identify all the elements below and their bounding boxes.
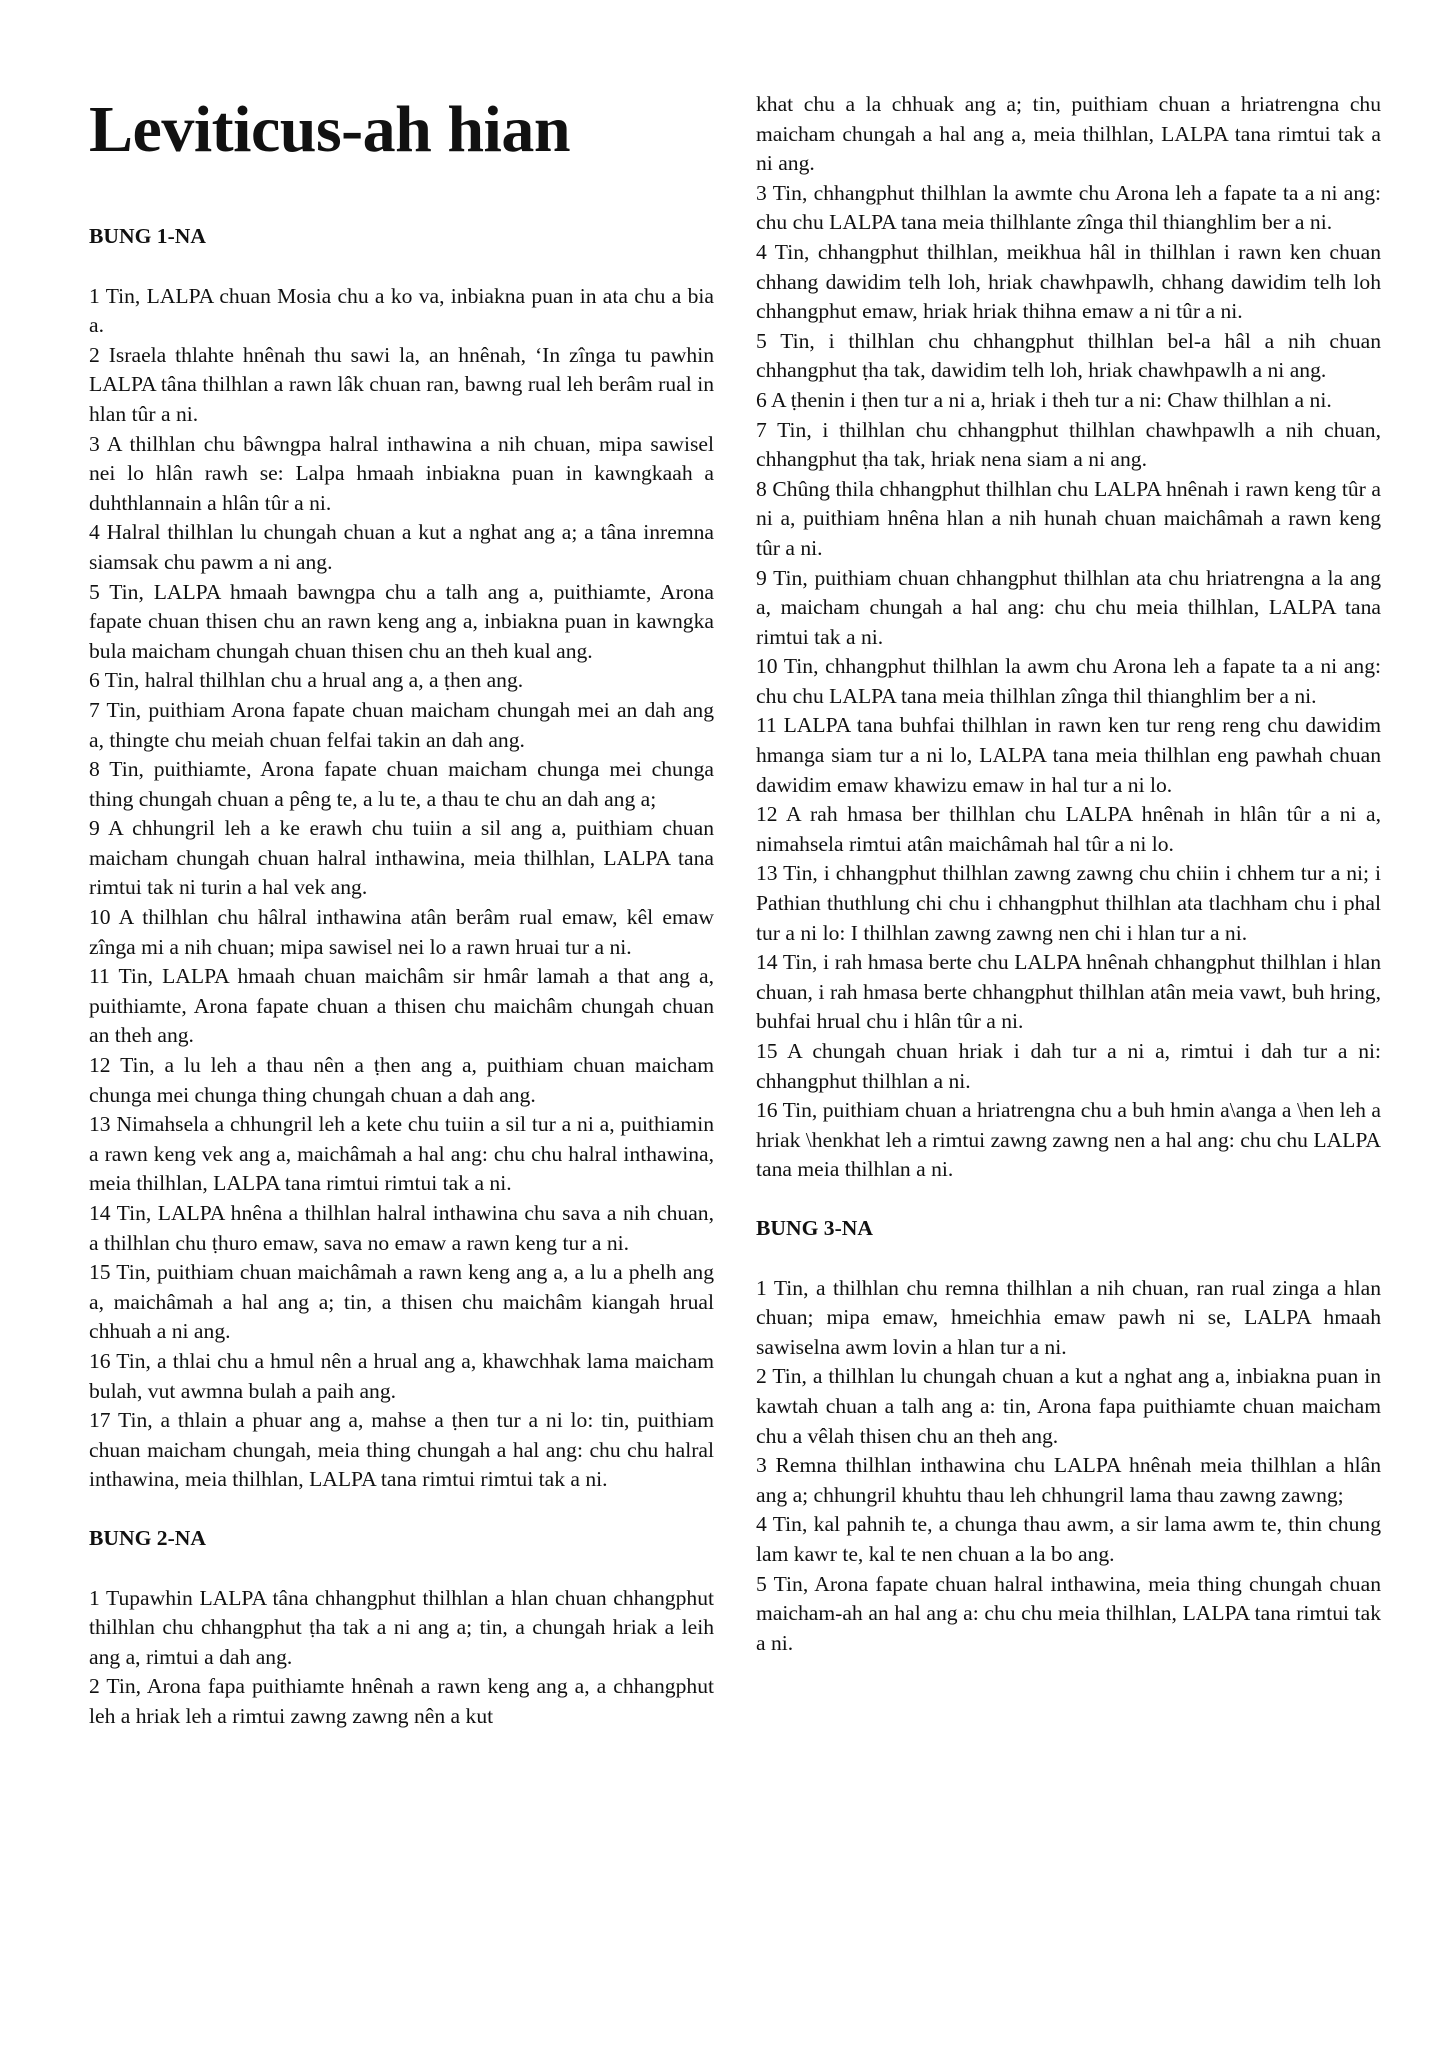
chapter-heading-2: BUNG 2-NA — [89, 1525, 206, 1550]
verse: 6 Tin, halral thilhlan chu a hrual ang a, a ṭhen ang. — [89, 668, 524, 693]
verse: 10 Tin, chhangphut thilhlan la awm chu Arona leh a fapate ta a ni ang: chu chu LALPA tana meia thilhlan zînga thil thianghlim ber a ni. — [756, 654, 1381, 708]
verse: 5 Tin, LALPA hmaah bawngpa chu a talh ang a, puithiamte, Arona fapate chuan thisen chu an rawn keng ang a, inbiakna puan in kawngka bula maicham chungah chuan thisen chu an theh kual ang. — [89, 579, 714, 663]
verse: 3 Remna thilhlan inthawina chu LALPA hnênah meia thilhlan a hlân ang a; chhungril khuhtu thau leh chhungril lama thau zawng zawng; — [756, 1453, 1381, 1507]
verse: 17 Tin, a thlain a phuar ang a, mahse a ṭhen tur a ni lo: tin, puithiam chuan maicham chungah, meia thing chungah a hal ang: chu chu halral inthawina, meia thilhlan, LALPA tana rimtui rimtui tak a ni. — [89, 1408, 714, 1492]
verse: 4 Halral thilhlan lu chungah chuan a kut a nghat ang a; a tâna inremna siamsak chu pawm a ni ang. — [89, 520, 714, 574]
verse: 1 Tin, a thilhlan chu remna thilhlan a nih chuan, ran rual zinga a hlan chuan; mipa emaw, hmeichhia emaw pawh ni se, LALPA hmaah sawiselna awm lovin a hlan tur a ni. — [756, 1275, 1381, 1359]
verse: 5 Tin, Arona fapate chuan halral inthawina, meia thing chungah chuan maicham-ah an hal ang a: chu chu meia thilhlan, LALPA tana rimtui tak a ni. — [756, 1571, 1381, 1655]
verse: 13 Nimahsela a chhungril leh a kete chu tuiin a sil tur a ni a, puithiamin a rawn keng vek ang a, maichâmah a hal ang: chu chu halral inthawina, meia thilhlan, LALPA tana rimtui rimtui tak a ni. — [89, 1112, 714, 1196]
verse: 1 Tupawhin LALPA tâna chhangphut thilhlan a hlan chuan chhangphut thilhlan chu chhangphut ṭha tak a ni ang a; tin, a chungah hriak a leih ang a, rimtui a dah ang. — [89, 1585, 714, 1669]
verse: 10 A thilhlan chu hâlral inthawina atân berâm rual emaw, kêl emaw zînga mi a nih chuan; mipa sawisel nei lo a rawn hruai tur a ni. — [89, 905, 714, 959]
chapter-heading-1: BUNG 1-NA — [89, 224, 206, 248]
verse: 16 Tin, puithiam chuan a hriatrengna chu a buh hmin a\anga a \hen leh a hriak \henkhat leh a rimtui zawng zawng nen a hal ang: chu chu LALPA tana meia thilhlan a ni. — [756, 1098, 1381, 1182]
chapter-spacer — [756, 1185, 1381, 1214]
verse: 15 Tin, puithiam chuan maichâmah a rawn keng ang a, a lu a phelh ang a, maichâmah a hal ang a; tin, a thisen chu maichâm kiangah hrual chhuah a ni ang. — [89, 1260, 714, 1344]
page-title: Leviticus-ah hian — [89, 93, 571, 166]
chapter-spacer — [89, 1495, 714, 1524]
verse: 11 LALPA tana buhfai thilhlan in rawn ken tur reng reng chu dawidim hmanga siam tur a ni lo, LALPA tana meia thilhlan eng pawhah chuan dawidim emaw khawizu emaw in hal tur a ni lo. — [756, 713, 1381, 797]
verse: khat chu a la chhuak ang a; tin, puithiam chuan a hriatrengna chu maicham chungah a hal ang a, meia thilhlan, LALPA tana rimtui tak a ni ang. — [756, 92, 1381, 176]
verse: 9 A chhungril leh a ke erawh chu tuiin a sil ang a, puithiam chuan maicham chungah chuan halral inthawina, meia thilhlan, LALPA tana rimtui tak ni turin a hal vek ang. — [89, 816, 714, 900]
verse: 1 Tin, LALPA chuan Mosia chu a ko va, inbiakna puan in ata chu a bia a. — [89, 283, 714, 338]
verse: 5 Tin, i thilhlan chu chhangphut thilhlan bel-a hâl a nih chuan chhangphut ṭha tak, dawidim telh loh, hriak chawhpawlh a ni ang. — [756, 328, 1381, 383]
verse: 12 Tin, a lu leh a thau nên a ṭhen ang a, puithiam chuan maicham chunga mei chunga thing chungah chuan a dah ang. — [89, 1053, 714, 1107]
verse: 7 Tin, puithiam Arona fapate chuan maicham chungah mei an dah ang a, thingte chu meiah chuan felfai takin an dah ang. — [89, 697, 714, 752]
verse: 13 Tin, i chhangphut thilhlan zawng zawng chu chiin i chhem tur a ni; i Pathian thuthlung chi chu i chhangphut thilhlan ata tlachham chu i phal tur a ni lo: I thilhlan zawng zawng nen chi i hlan tur a ni. — [756, 861, 1381, 945]
verse: 2 Tin, Arona fapa puithiamte hnênah a rawn keng ang a, a chhangphut leh a hriak leh a rimtui zawng zawng nên a kut — [89, 1674, 714, 1728]
verse: 2 Israela thlahte hnênah thu sawi la, an hnênah, ‘In zînga tu pawhin LALPA tâna thilhlan a rawn lâk chuan ran, bawng rual leh berâm rual in hlan tûr a ni. — [89, 342, 714, 426]
verse: 4 Tin, chhangphut thilhlan, meikhua hâl in thilhlan i rawn ken chuan chhang dawidim telh loh, hriak chawhpawlh, chhang dawidim telh loh chhangphut emaw, hriak hriak thihna emaw a ni tûr a ni. — [756, 239, 1381, 324]
verse: 15 A chungah chuan hriak i dah tur a ni a, rimtui i dah tur a ni: chhangphut thilhlan a ni. — [756, 1039, 1381, 1093]
chapter-heading-3: BUNG 3-NA — [756, 1215, 873, 1240]
verse: 12 A rah hmasa ber thilhlan chu LALPA hnênah in hlân tûr a ni a, nimahsela rimtui atân maichâmah hal tûr a ni lo. — [756, 802, 1381, 856]
verse: 16 Tin, a thlai chu a hmul nên a hrual ang a, khawchhak lama maicham bulah, vut awmna bulah a paih ang. — [89, 1348, 714, 1403]
verse: 8 Tin, puithiamte, Arona fapate chuan maicham chunga mei chunga thing chungah chuan a pêng te, a lu te, a thau te chu an dah ang a; — [89, 757, 714, 811]
verse: 7 Tin, i thilhlan chu chhangphut thilhlan chawhpawlh a nih chuan, chhangphut ṭha tak, hriak nena siam a ni ang. — [756, 417, 1381, 472]
verse: 9 Tin, puithiam chuan chhangphut thilhlan ata chu hriatrengna a la ang a, maicham chungah a hal ang: chu chu meia thilhlan, LALPA tana rimtui tak a ni. — [756, 565, 1381, 649]
verse: 11 Tin, LALPA hmaah chuan maichâm sir hmâr lamah a that ang a, puithiamte, Arona fapate chuan a thisen chu maichâm chungah chuan an theh ang. — [89, 964, 714, 1048]
left-column — [89, 90, 714, 1732]
left-column-content — [89, 222, 714, 1732]
verse: 6 A ṭhenin i ṭhen tur a ni a, hriak i theh tur a ni: Chaw thilhlan a ni. — [756, 387, 1332, 412]
right-column — [756, 90, 1381, 1658]
verse: 8 Chûng thila chhangphut thilhlan chu LALPA hnênah i rawn keng tûr a ni a, puithiam hnêna hlan a nih hunah chuan maichâmah a rawn keng tûr a ni. — [756, 476, 1381, 560]
verse: 4 Tin, kal pahnih te, a chunga thau awm, a sir lama awm te, thin chung lam kawr te, kal te nen chuan a la bo ang. — [756, 1512, 1381, 1566]
verse: 3 A thilhlan chu bâwngpa halral inthawina a nih chuan, mipa sawisel nei lo hlân rawh se: Lalpa hmaah inbiakna puan in kawngkaah a duhthlannain a hlân tûr a ni. — [89, 431, 714, 515]
verse: 3 Tin, chhangphut thilhlan la awmte chu Arona leh a fapate ta a ni ang: chu chu LALPA tana meia thilhlante zînga thil thianghlim ber a ni. — [756, 180, 1381, 235]
verse: 2 Tin, a thilhlan lu chungah chuan a kut a nghat ang a, inbiakna puan in kawtah chuan a talh ang a: tin, Arona fapa puithiamte chuan maicham chu a vêlah thisen chu an theh ang. — [756, 1364, 1381, 1448]
verse: 14 Tin, LALPA hnêna a thilhlan halral inthawina chu sava a nih chuan, a thilhlan chu ṭhuro emaw, sava no emaw a rawn keng tur a ni. — [89, 1201, 714, 1255]
verse: 14 Tin, i rah hmasa berte chu LALPA hnênah chhangphut thilhlan i hlan chuan, i rah hmasa berte chhangphut thilhlan atân meia vawt, buh hring, buhfai hrual chu i hlân tûr a ni. — [756, 950, 1381, 1034]
